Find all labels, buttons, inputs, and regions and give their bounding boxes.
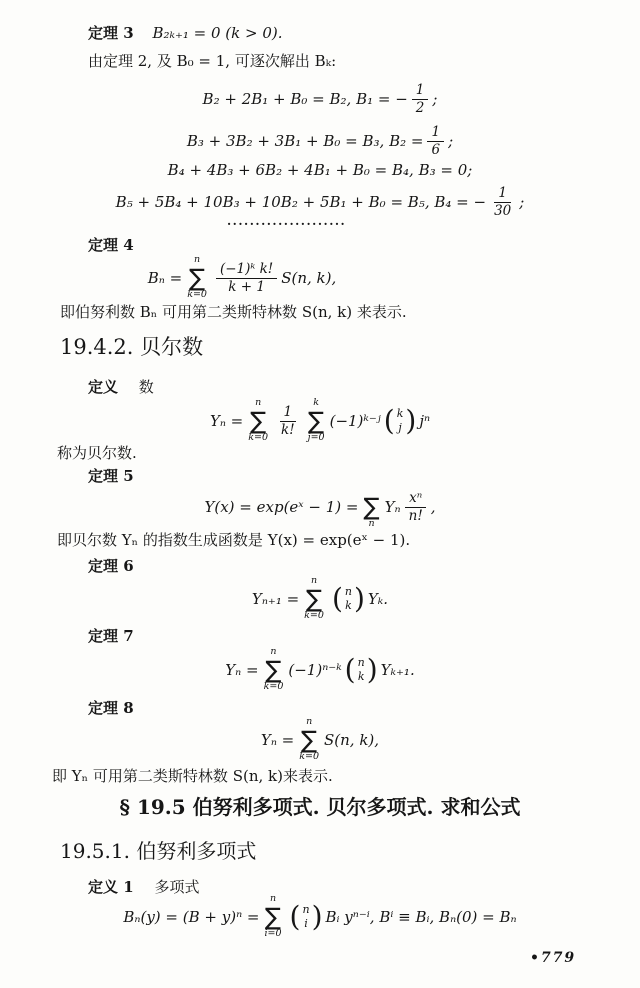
theorem8-lhs: Yₙ =: [260, 731, 295, 749]
bell-def-note: 称为贝尔数.: [57, 444, 137, 462]
theorem5-formula: [0, 484, 640, 530]
binomial-top: n: [357, 655, 365, 669]
eq2-numerator: 1: [427, 124, 444, 141]
binomial-top: n: [302, 902, 310, 916]
theorem5-pre: Y(x) = exp(eˣ − 1) =: [204, 498, 359, 516]
sum-upper-limit: n: [310, 575, 318, 586]
poly-def-formula: [0, 894, 640, 940]
theorem4-denominator: k + 1: [228, 278, 265, 295]
right-paren: ): [353, 582, 365, 616]
theorem3-label: 定理 3: [88, 24, 134, 42]
theorem5-note: 即贝尔数 Yₙ 的指数生成函数是 Y(x) = exp(eˣ − 1).: [57, 531, 411, 549]
eq3-text: B₄ + 4B₃ + 6B₂ + 4B₁ + B₀ = B₄, B₃ = 0;: [167, 161, 473, 179]
poly-def-pre: Bₙ(y) = (B + y)ⁿ =: [123, 908, 260, 926]
binomial-column: [356, 656, 367, 685]
eq1-fraction: [412, 82, 429, 115]
binomial-bottom: i: [304, 917, 308, 930]
right-paren: ): [366, 653, 378, 687]
eq4-fraction: [490, 185, 515, 218]
binomial-bottom: k: [357, 670, 365, 683]
sum-lower-limit: k=0: [248, 432, 269, 443]
eq1-pre: B₂ + 2B₁ + B₀ = B₂, B₁ = −: [202, 90, 408, 108]
sum-upper-limit: k: [313, 397, 319, 408]
eq4-numerator: 1: [494, 185, 511, 202]
bernoulli-eq1: [0, 78, 640, 120]
eq1-post: ;: [432, 90, 438, 108]
bell-def-numerator: 1: [280, 404, 297, 421]
theorem8-rhs: S(n, k),: [324, 731, 380, 749]
bell-def-rhs: jⁿ: [419, 412, 431, 430]
theorem3-line: [88, 24, 283, 44]
sigma-glyph: ∑: [308, 407, 325, 435]
binomial-column: [343, 585, 354, 614]
poly-def-label: 定义 1: [88, 878, 134, 896]
sum-upper-limit: n: [269, 893, 277, 904]
sum-symbol: [264, 894, 281, 940]
sum-symbol: [308, 398, 325, 444]
binomial-column: [395, 407, 406, 436]
binomial-coefficient: [289, 900, 323, 934]
sum-lower-limit: j=0: [307, 432, 325, 443]
bell-def-lhs: Yₙ =: [209, 412, 244, 430]
theorem5-numerator: xⁿ: [405, 490, 426, 507]
bell-def-power: (−1)ᵏ⁻ʲ: [329, 412, 381, 430]
binomial-coefficient: [383, 404, 417, 438]
theorem5-fraction: [405, 490, 427, 523]
theorem7-lhs: Yₙ =: [225, 661, 259, 679]
bell-def-label-line: [88, 378, 154, 398]
theorem7-power: (−1)ⁿ⁻ᵏ: [288, 661, 342, 679]
page-number: •779: [530, 950, 577, 966]
sum-upper-limit: n: [255, 397, 262, 408]
ellipsis-separator: ·····················: [227, 217, 347, 231]
theorem4-numerator: (−1)ᵏ k!: [216, 261, 277, 278]
binomial-bottom: j: [398, 421, 402, 434]
binomial-column: [300, 903, 311, 932]
sum-lower-limit: k=0: [299, 751, 320, 762]
right-paren: ): [311, 900, 323, 934]
sigma-glyph: ∑: [363, 493, 380, 521]
binomial-bottom: k: [345, 599, 352, 612]
binomial-top: k: [396, 406, 404, 420]
theorem4-lhs: Bₙ =: [147, 269, 183, 287]
eq2-post: ;: [448, 132, 454, 150]
sigma-glyph: ∑: [265, 656, 282, 684]
eq1-denominator: 2: [415, 99, 425, 116]
bell-def-fraction: [277, 404, 299, 437]
theorem6-rhs: Yₖ.: [367, 590, 389, 608]
sigma-glyph: ∑: [250, 407, 267, 435]
eq4-pre: B₅ + 5B₄ + 10B₃ + 10B₂ + 5B₁ + B₀ = B₅, B₄ = −: [115, 193, 487, 211]
sum-upper-limit: n: [270, 646, 277, 657]
binomial-top: n: [344, 584, 352, 598]
theorem8-label: 定理 8: [88, 699, 134, 717]
eq4-post: ;: [519, 193, 525, 211]
binomial-coefficient: [344, 653, 378, 687]
bell-def-denominator: k!: [281, 421, 295, 438]
recurrence-intro: 由定理 2, 及 B₀ = 1, 可逐次解出 Bₖ:: [88, 52, 337, 70]
theorem5-label: 定理 5: [88, 467, 134, 485]
sum-symbol: [248, 398, 268, 444]
sum-lower-limit: k=0: [263, 681, 284, 692]
poly-def-word: 多项式: [154, 878, 200, 896]
poly-def-post: Bᵢ yⁿ⁻ⁱ, Bⁱ ≡ Bᵢ, Bₙ(0) = Bₙ: [325, 908, 517, 926]
section-heading-1942: 19.4.2. 贝尔数: [60, 335, 204, 359]
theorem6-formula: [0, 574, 640, 624]
theorem7-label: 定理 7: [88, 627, 134, 645]
sum-lower-limit: k=0: [187, 289, 207, 300]
theorem3-formula: B₂ₖ₊₁ = 0 (k > 0).: [152, 24, 283, 42]
left-paren: (: [331, 582, 343, 616]
eq4-denominator: 30: [494, 202, 512, 219]
bernoulli-eq2: [0, 120, 640, 162]
eq2-fraction: [427, 124, 444, 157]
left-paren: (: [344, 653, 356, 687]
bell-def-word: 数: [138, 378, 154, 396]
theorem4-label: 定理 4: [88, 236, 134, 254]
theorem8-formula: [0, 714, 640, 766]
sum-symbol: [264, 647, 284, 693]
binomial-coefficient: [331, 582, 365, 616]
sum-lower-limit: i=0: [264, 928, 282, 939]
left-paren: (: [383, 404, 395, 438]
section-heading-195: § 19.5 伯努利多项式. 贝尔多项式. 求和公式: [119, 795, 521, 819]
sum-symbol: [363, 484, 379, 530]
eq2-pre: B₃ + 3B₂ + 3B₁ + B₀ = B₃, B₂ =: [186, 132, 424, 150]
theorem8-note: 即 Yₙ 可用第二类斯特林数 S(n, k)来表示.: [52, 767, 333, 785]
sigma-glyph: ∑: [264, 903, 282, 931]
right-paren: ): [405, 404, 417, 438]
left-paren: (: [289, 900, 301, 934]
eq1-numerator: 1: [412, 82, 429, 99]
theorem4-formula-inner: [148, 255, 337, 301]
theorem5-denominator: n!: [408, 507, 423, 524]
theorem6-lhs: Yₙ₊₁ =: [251, 590, 300, 608]
section-heading-1951: 19.5.1. 伯努利多项式: [60, 839, 257, 863]
theorem5-post: ,: [430, 498, 436, 516]
bernoulli-eq3: [0, 158, 640, 182]
sum-upper-limit: n: [306, 716, 313, 727]
sum-symbol: [299, 717, 319, 763]
theorem4-rhs: S(n, k),: [281, 269, 337, 287]
sigma-glyph: ∑: [301, 726, 318, 754]
theorem7-formula: [0, 644, 640, 696]
theorem4-fraction: [216, 261, 277, 294]
theorem5-mid: Yₙ: [384, 498, 401, 516]
theorem6-label: 定理 6: [88, 557, 134, 575]
sum-lower-limit: k=0: [304, 610, 324, 621]
theorem7-rhs: Yₖ₊₁.: [380, 661, 415, 679]
bell-def-label: 定义: [88, 378, 119, 396]
bell-def-formula: [0, 396, 640, 446]
sum-upper-limit: n: [194, 254, 201, 265]
eq2-denominator: 6: [431, 141, 441, 158]
sum-symbol: [304, 576, 324, 622]
theorem4-formula: [0, 252, 640, 304]
sigma-glyph: ∑: [188, 264, 206, 292]
sum-lower-limit: n: [368, 518, 375, 529]
sigma-glyph: ∑: [305, 585, 323, 613]
theorem4-note: 即伯努利数 Bₙ 可用第二类斯特林数 S(n, k) 来表示.: [60, 303, 407, 321]
sum-symbol: [187, 255, 207, 301]
